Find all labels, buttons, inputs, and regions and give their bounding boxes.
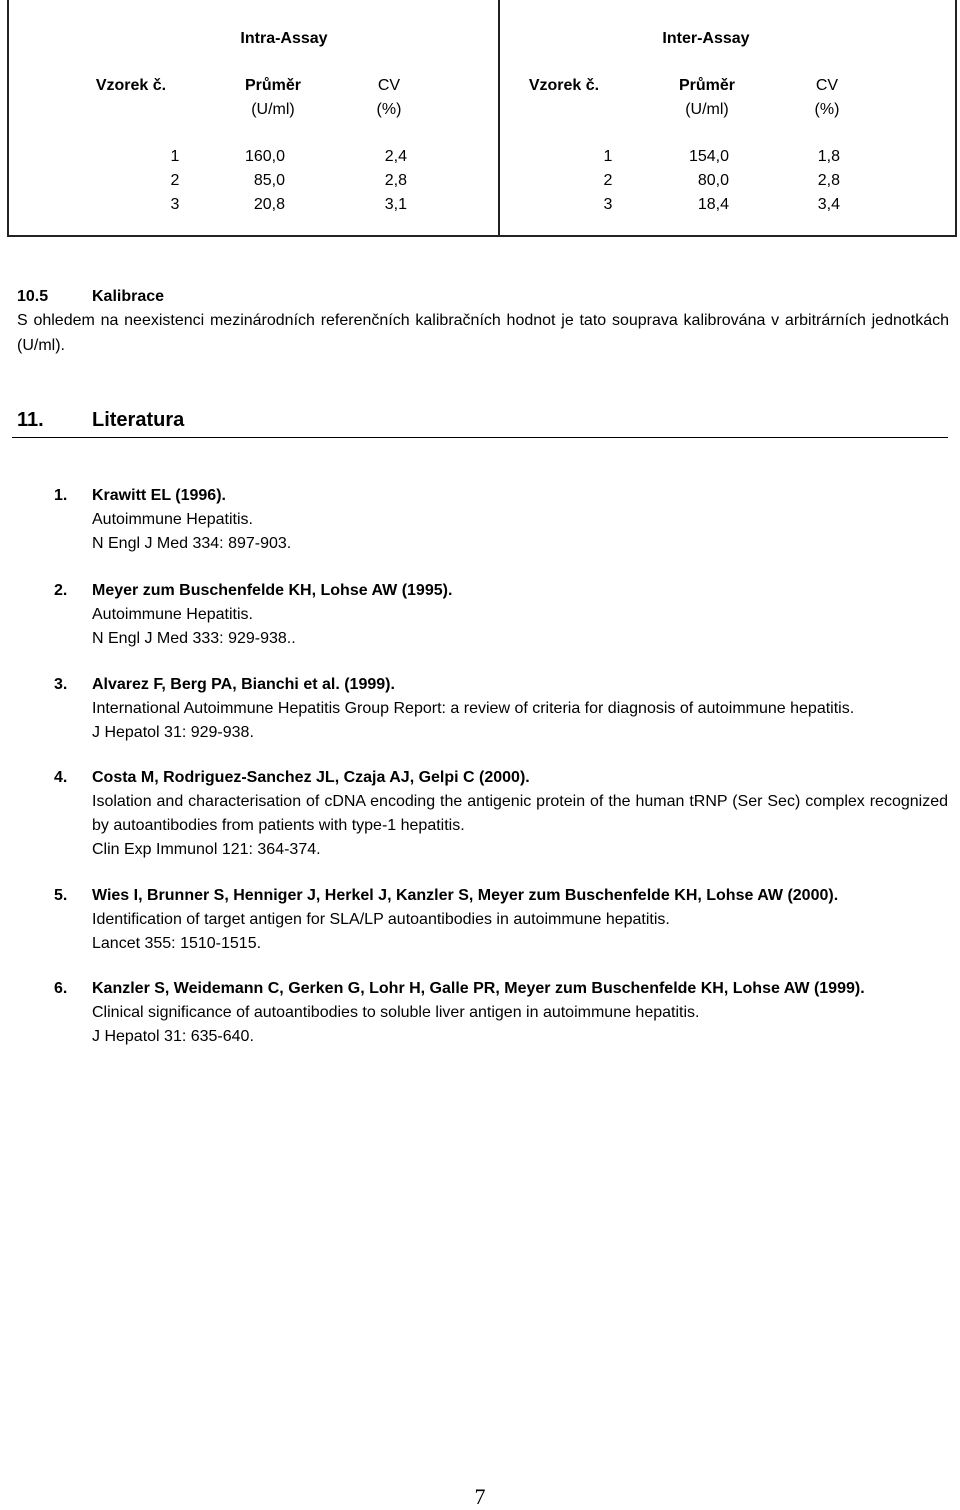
reference-title: International Autoimmune Hepatitis Group Report: a review of criteria for diagnosis of autoimmune hepatitis. <box>92 700 855 717</box>
reference-source: J Hepatol 31: 635-640. <box>92 1028 254 1045</box>
section-11-title: Literatura <box>92 409 185 431</box>
intra-mean-column <box>223 145 285 217</box>
table-divider <box>498 0 500 235</box>
inter-sample-column <box>598 145 618 217</box>
intra-col-mean-header: Průměr <box>244 77 302 94</box>
inter-assay-title: Inter-Assay <box>662 30 750 47</box>
reference-1 <box>92 484 948 556</box>
reference-5 <box>92 884 948 956</box>
table-cell: 2,8 <box>817 172 840 189</box>
reference-authors: Kanzler S, Weidemann C, Gerken G, Lohr H, Galle PR, Meyer zum Buschenfelde KH, Lohse AW (1999). <box>92 980 865 997</box>
intra-cv-column <box>357 145 407 217</box>
intra-col-mean-unit: (U/ml) <box>251 101 295 118</box>
inter-col-sample-header: Vzorek č. <box>528 77 600 94</box>
table-cell: 85,0 <box>253 172 285 189</box>
section-divider <box>12 437 948 438</box>
table-cell: 160,0 <box>244 148 285 165</box>
table-cell: 2 <box>170 172 180 189</box>
reference-3 <box>92 673 948 745</box>
inter-col-mean-unit: (U/ml) <box>685 101 729 118</box>
inter-col-cv-unit: (%) <box>814 101 840 118</box>
reference-source: Clin Exp Immunol 121: 364-374. <box>92 841 321 858</box>
table-cell: 3,4 <box>817 196 840 213</box>
table-cell: 80,0 <box>697 172 729 189</box>
reference-source: N Engl J Med 334: 897-903. <box>92 535 292 552</box>
page-number: 7 <box>474 1484 486 1509</box>
table-cell: 2,4 <box>384 148 407 165</box>
reference-title: Autoimmune Hepatitis. <box>92 606 253 623</box>
intra-col-cv-header: CV <box>377 77 401 94</box>
table-cell: 1 <box>170 148 180 165</box>
table-cell: 3 <box>603 196 613 213</box>
reference-authors: Costa M, Rodriguez-Sanchez JL, Czaja AJ, Gelpi C (2000). <box>92 769 530 786</box>
reference-2 <box>92 579 948 651</box>
intra-sample-column <box>165 145 185 217</box>
section-10-5-title: Kalibrace <box>92 288 165 305</box>
reference-title: Clinical significance of autoantibodies to soluble liver antigen in autoimmune hepatitis. <box>92 1004 700 1021</box>
table-cell: 20,8 <box>253 196 285 213</box>
reference-5-number: 5. <box>54 887 68 904</box>
reference-authors: Krawitt EL (1996). <box>92 487 226 504</box>
precision-table <box>7 0 957 237</box>
calibration-paragraph: S ohledem na neexistenci mezinárodních referenčních kalibračních hodnot je tato souprava kalibrována v arbitrárních jednotkách (U/ml). <box>17 312 949 354</box>
inter-col-cv-header: CV <box>815 77 839 94</box>
intra-col-sample-header: Vzorek č. <box>95 77 167 94</box>
intra-assay-title: Intra-Assay <box>240 30 328 47</box>
reference-authors: Wies I, Brunner S, Henniger J, Herkel J, Kanzler S, Meyer zum Buschenfelde KH, Lohse AW (2000). <box>92 887 839 904</box>
inter-mean-column <box>667 145 729 217</box>
reference-3-number: 3. <box>54 676 68 693</box>
table-cell: 3 <box>170 196 180 213</box>
reference-source: N Engl J Med 333: 929-938.. <box>92 630 296 647</box>
table-cell: 2,8 <box>384 172 407 189</box>
reference-6-number: 6. <box>54 980 68 997</box>
reference-source: Lancet 355: 1510-1515. <box>92 935 262 952</box>
reference-source: J Hepatol 31: 929-938. <box>92 724 254 741</box>
reference-authors: Alvarez F, Berg PA, Bianchi et al. (1999). <box>92 676 395 693</box>
table-cell: 154,0 <box>688 148 729 165</box>
reference-title: Isolation and characterisation of cDNA encoding the antigenic protein of the human tRNP (Ser Sec) complex recognized by autoantibodies from patients with type-1 hepatitis. <box>92 793 948 834</box>
inter-cv-column <box>790 145 840 217</box>
table-cell: 1,8 <box>817 148 840 165</box>
reference-title: Autoimmune Hepatitis. <box>92 511 253 528</box>
reference-6 <box>92 977 948 1049</box>
reference-authors: Meyer zum Buschenfelde KH, Lohse AW (1995). <box>92 582 453 599</box>
table-cell: 1 <box>603 148 613 165</box>
table-cell: 2 <box>603 172 613 189</box>
table-cell: 3,1 <box>384 196 407 213</box>
reference-1-number: 1. <box>54 487 68 504</box>
inter-col-mean-header: Průměr <box>678 77 736 94</box>
reference-4-number: 4. <box>54 769 68 786</box>
reference-title: Identification of target antigen for SLA/LP autoantibodies in autoimmune hepatitis. <box>92 911 670 928</box>
reference-4 <box>92 766 948 862</box>
section-10-5-number: 10.5 <box>17 288 49 305</box>
reference-2-number: 2. <box>54 582 68 599</box>
table-cell: 18,4 <box>697 196 729 213</box>
section-11-number: 11. <box>17 409 44 431</box>
intra-col-cv-unit: (%) <box>376 101 402 118</box>
